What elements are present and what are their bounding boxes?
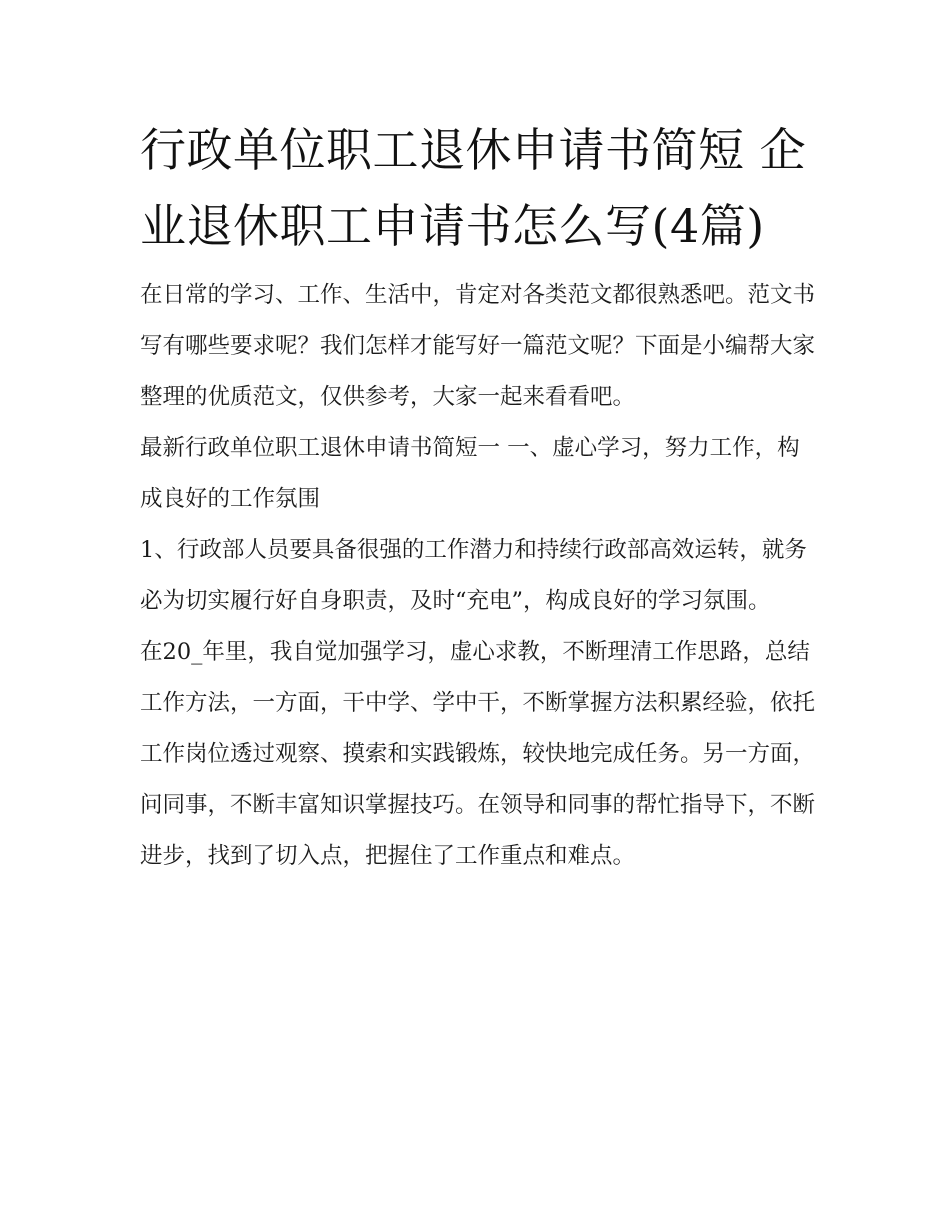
year-review-paragraph: 在20_年里，我自觉加强学习，虚心求教，不断理清工作思路，总结工作方法，一方面，干中学、学中干，不断掌握方法积累经验，依托工作岗位透过观察、摸索和实践锻炼，较快地完成任务。另一方面，问同事，不断丰富知识掌握技巧。在领导和同事的帮忙指导下，不断进步，找到了切入点，把握住了工作重点和难点。	[140, 639, 816, 869]
intro-paragraph: 在日常的学习、工作、生活中，肯定对各类范文都很熟悉吧。范文书写有哪些要求呢？我们怎样才能写好一篇范文呢？下面是小编帮大家整理的优质范文，仅供参考，大家一起来看看吧。	[140, 282, 816, 410]
section-heading-paragraph: 最新行政单位职工退休申请书简短一 一、虚心学习，努力工作，构成良好的工作氛围	[140, 435, 800, 512]
point-one-paragraph: 1、行政部人员要具备很强的工作潜力和持续行政部高效运转，就务必为切实履行好自身职责，及时“充电”，构成良好的学习氛围。	[140, 537, 807, 614]
document-body	[140, 112, 820, 882]
document-title: 行政单位职工退休申请书简短 企业退休职工申请书怎么写(4篇)	[140, 123, 807, 253]
